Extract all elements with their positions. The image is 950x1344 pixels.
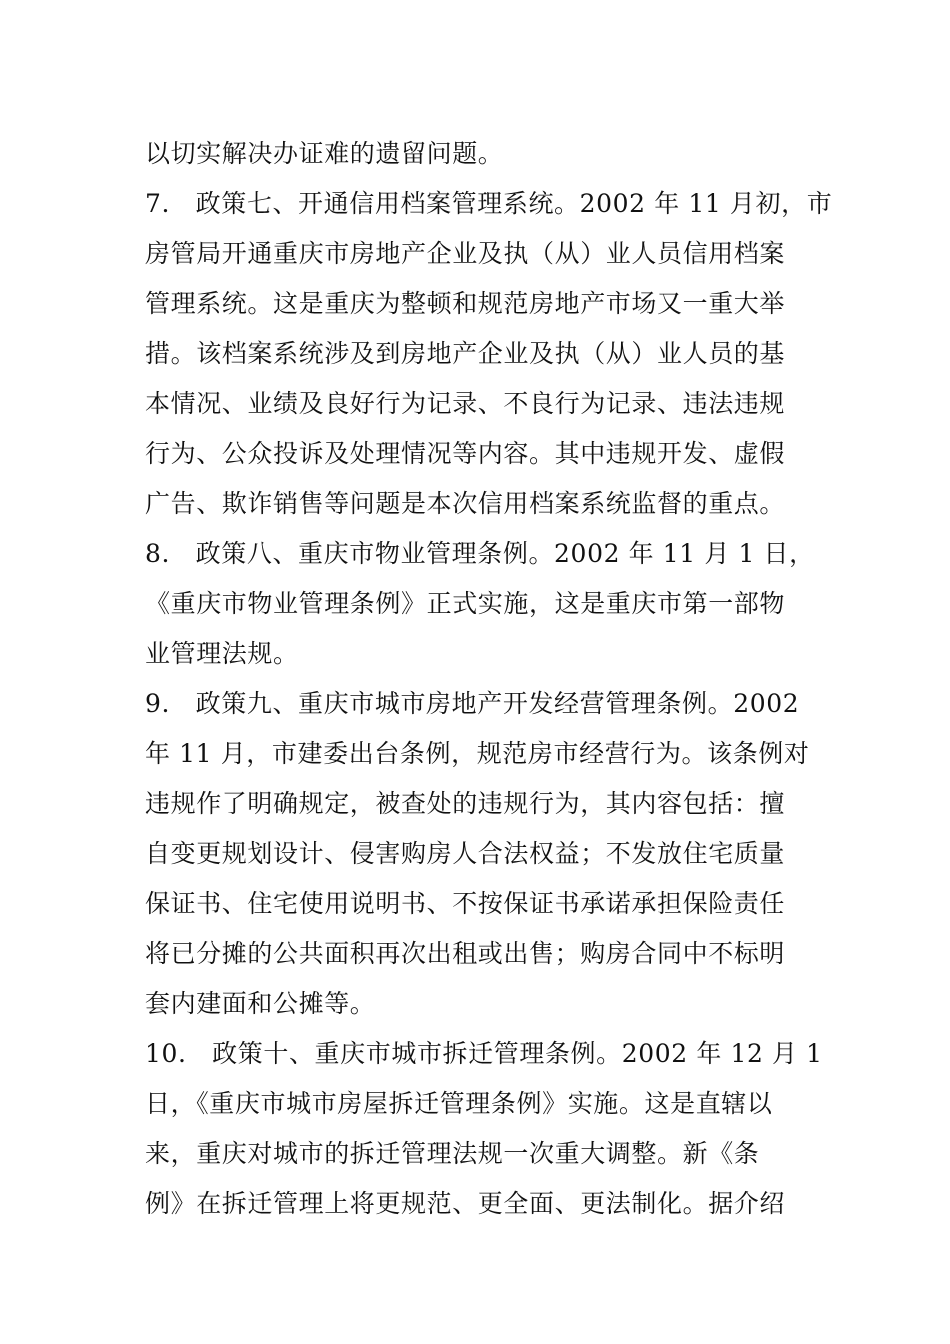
text-line: 行为、公众投诉及处理情况等内容。其中违规开发、虚假 (145, 439, 786, 468)
text-line: 房管局开通重庆市房地产企业及执（从）业人员信用档案 (145, 239, 786, 268)
text-line: 广告、欺诈销售等问题是本次信用档案系统监督的重点。 (145, 489, 786, 518)
text-line: 自变更规划设计、侵害购房人合法权益；不发放住宅质量 (145, 839, 786, 868)
text-line: 8. 政策八、重庆市物业管理条例。2002 年 11 月 1 日， (145, 539, 815, 568)
text-line: 例》在拆迁管理上将更规范、更全面、更法制化。据介绍 (145, 1189, 786, 1218)
text-line: 来，重庆对城市的拆迁管理法规一次重大调整。新《条 (145, 1139, 760, 1168)
text-line: 措。该档案系统涉及到房地产企业及执（从）业人员的基 (145, 339, 786, 368)
text-line: 《重庆市物业管理条例》正式实施，这是重庆市第一部物 (145, 589, 786, 618)
text-line: 本情况、业绩及良好行为记录、不良行为记录、违法违规 (145, 389, 786, 418)
text-line: 违规作了明确规定，被查处的违规行为，其内容包括：擅 (145, 789, 786, 818)
text-line: 年 11 月，市建委出台条例，规范房市经营行为。该条例对 (145, 739, 810, 768)
text-line: 管理系统。这是重庆为整顿和规范房地产市场又一重大举 (145, 289, 786, 318)
text-line: 7. 政策七、开通信用档案管理系统。2002 年 11 月初，市 (145, 189, 833, 218)
text-line: 保证书、住宅使用说明书、不按保证书承诺承担保险责任 (145, 889, 786, 918)
text-line: 9. 政策九、重庆市城市房地产开发经营管理条例。2002 (145, 689, 800, 718)
text-line: 10. 政策十、重庆市城市拆迁管理条例。2002 年 12 月 1 (145, 1039, 823, 1068)
text-line: 以切实解决办证难的遗留问题。 (145, 139, 504, 168)
text-line: 业管理法规。 (145, 639, 299, 668)
text-line: 日，《重庆市城市房屋拆迁管理条例》实施。这是直辖以 (145, 1089, 773, 1118)
text-line: 套内建面和公摊等。 (145, 989, 376, 1018)
text-line: 将已分摊的公共面积再次出租或出售；购房合同中不标明 (145, 939, 786, 968)
